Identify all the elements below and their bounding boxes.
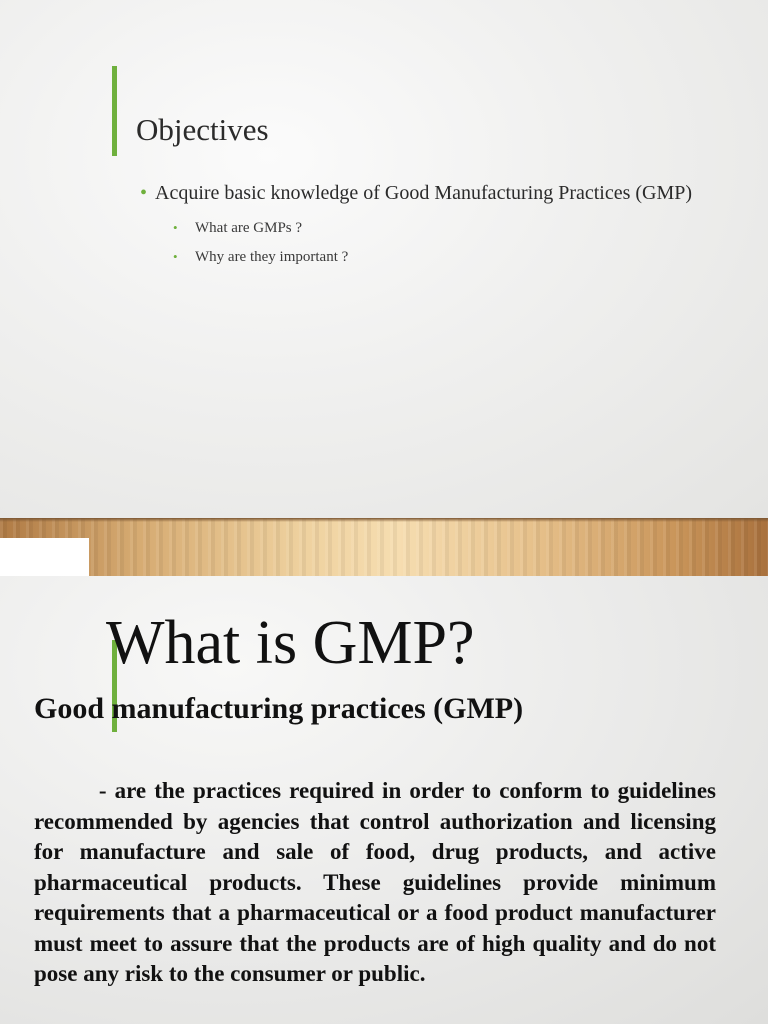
sub-bullet-item	[173, 218, 700, 238]
bullet-item	[140, 178, 700, 209]
bullet-text: Acquire basic knowledge of Good Manufacturing Practices (GMP)	[155, 182, 693, 204]
slide-title: What is GMP?	[106, 609, 475, 677]
slide-subtitle: Good manufacturing practices (GMP)	[34, 692, 524, 725]
slide-what-is-gmp	[0, 576, 768, 1024]
white-tab-decoration	[0, 538, 89, 576]
definition-paragraph: - are the practices required in order to conform to guidelines recommended by agencies that control authorization and licensing for manufacture and sale of food, drug products, and active pharmaceutical products. These guidelines provide minimum requirements that a pharmaceutical or a food product manufacturer must meet to assure that the products are of high quality and do not pose any risk to the consumer or public.	[34, 778, 722, 986]
bullet-marker: •	[140, 182, 148, 204]
wood-shadow	[0, 518, 768, 522]
sub-bullet-item	[173, 247, 700, 267]
sub-bullet-text: Why are they important ?	[195, 249, 349, 265]
title-accent-bar	[112, 66, 117, 156]
bullet-list	[140, 178, 700, 267]
slide-title: Objectives	[136, 112, 269, 147]
bullet-marker: •	[173, 249, 178, 264]
wood-texture-strip	[0, 518, 768, 576]
sub-bullet-text: What are GMPs ?	[195, 220, 303, 236]
bullet-marker: •	[173, 220, 178, 235]
